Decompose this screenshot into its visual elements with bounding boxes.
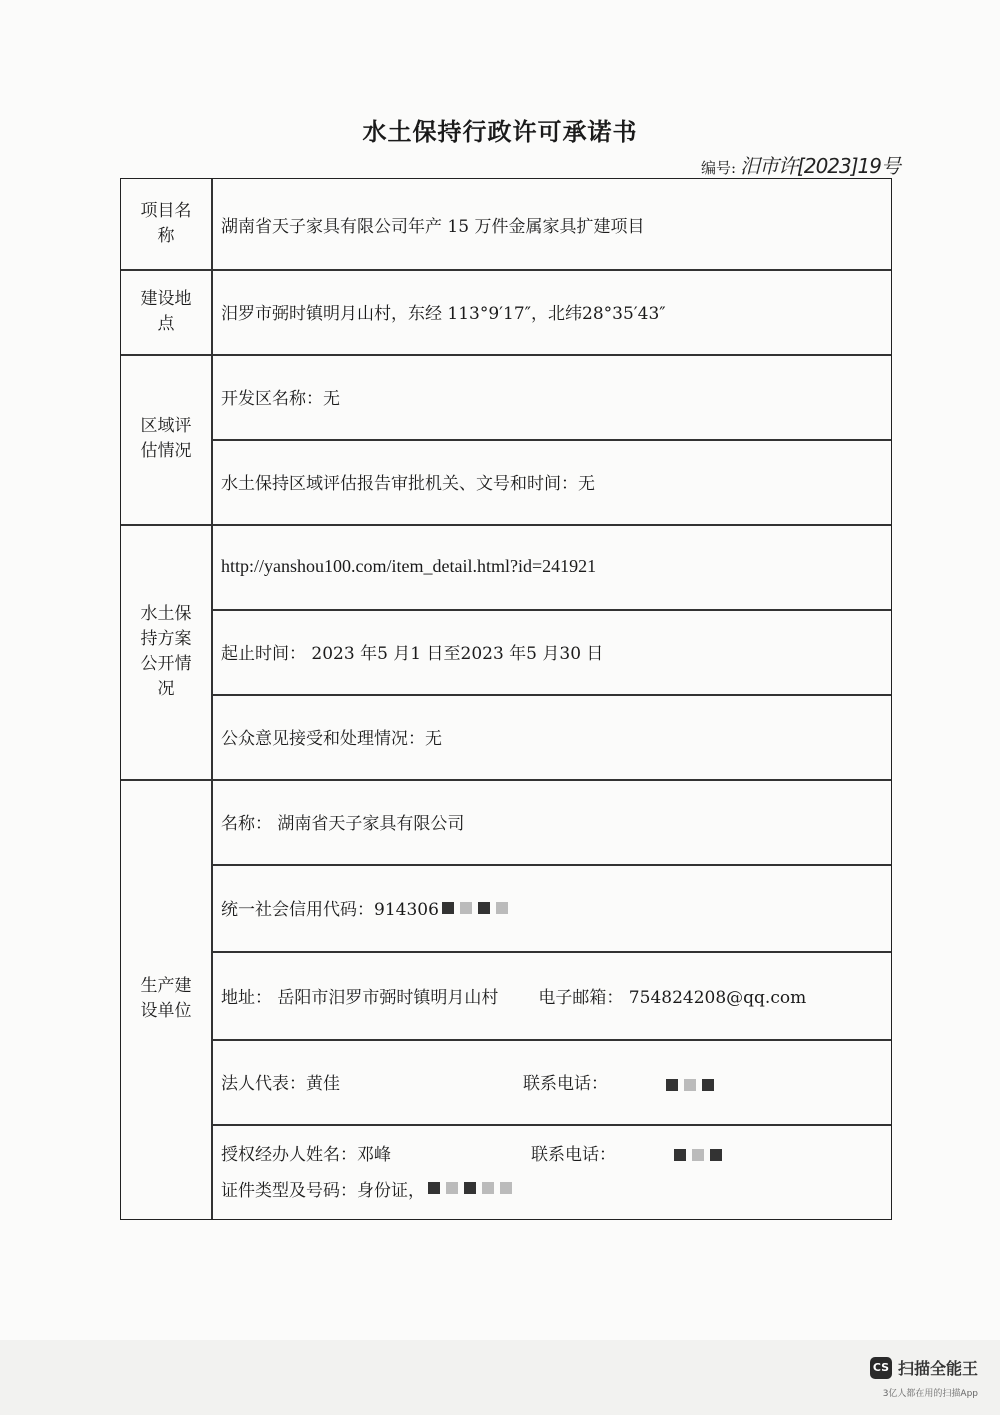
redaction (442, 902, 454, 914)
agent-phone-label: 联系电话： (531, 1144, 616, 1165)
redaction (460, 902, 472, 914)
credit-code: 统一社会信用代码：914306 (221, 900, 439, 920)
serial-value: 汨市许[2023]19号 (740, 154, 900, 178)
agent-row (221, 1134, 891, 1170)
agent-name: 授权经办人姓名：邓峰 (221, 1144, 391, 1165)
document-title: 水土保持行政许可承诺书 (362, 118, 638, 146)
redaction (666, 1079, 678, 1091)
redaction (428, 1182, 440, 1194)
brand-name: 扫描全能王 (897, 1359, 978, 1378)
commitment-table (120, 178, 892, 1220)
legal-representative: 法人代表：黄佳 (221, 1074, 340, 1094)
credit-code-row (213, 864, 891, 951)
agent-phone (531, 1140, 725, 1165)
redaction (710, 1149, 722, 1161)
project-name-value: 湖南省天子家具有限公司年产 15 万件金属家具扩建项目 (221, 216, 645, 237)
redaction (702, 1079, 714, 1091)
id-type: 证件类型及号码：身份证， (221, 1180, 425, 1201)
public-opinions: 公众意见接受和处理情况：无 (221, 729, 442, 749)
scanner-watermark (870, 1356, 978, 1379)
label-location: 建设地点 (140, 288, 192, 334)
redaction (478, 902, 490, 914)
label-project-name: 项目名称 (140, 201, 192, 246)
unit-name: 名称： 湖南省天子家具有限公司 (221, 814, 465, 834)
disclosure-url: http://yanshou100.com/item_detail.html?id=241921 (221, 556, 597, 576)
unit-email: 电子邮箱： 754824208@qq.com (538, 987, 807, 1008)
disclosure-period: 起止时间： 2023 年5 月1 日至2023 年5 月30 日 (221, 644, 604, 664)
id-row (221, 1170, 891, 1206)
location-value: 汨罗市弼时镇明月山村，东经 113°9′17″，北纬28°35′43″ (221, 304, 666, 324)
label-regional-assessment: 区域评估情况 (140, 416, 192, 461)
camscanner-logo-icon: CS (870, 1357, 892, 1379)
dev-zone-value: 开发区名称：无 (221, 389, 340, 409)
redaction (482, 1182, 494, 1194)
unit-address: 地址： 岳阳市汨罗市弼时镇明月山村 (221, 987, 499, 1008)
redaction (692, 1149, 704, 1161)
label-construction-unit: 生产建设单位 (140, 976, 192, 1021)
redaction (464, 1182, 476, 1194)
redaction (500, 1182, 512, 1194)
redaction (496, 902, 508, 914)
legal-phone (523, 1069, 717, 1094)
agent-block (213, 1126, 891, 1216)
legal-rep-row (213, 1039, 891, 1124)
brand-tagline: 3亿人都在用的扫描App (882, 1389, 978, 1399)
label-plan-disclosure: 水土保持方案公开情况 (140, 603, 192, 699)
serial-number (701, 150, 900, 179)
redaction (446, 1182, 458, 1194)
redaction (674, 1149, 686, 1161)
address-row (213, 951, 891, 1039)
serial-label: 编号: (700, 159, 737, 177)
phone-label: 联系电话： (523, 1074, 608, 1094)
regional-approval-value: 水土保持区域评估报告审批机关、文号和时间：无 (221, 474, 595, 494)
redaction (684, 1079, 696, 1091)
